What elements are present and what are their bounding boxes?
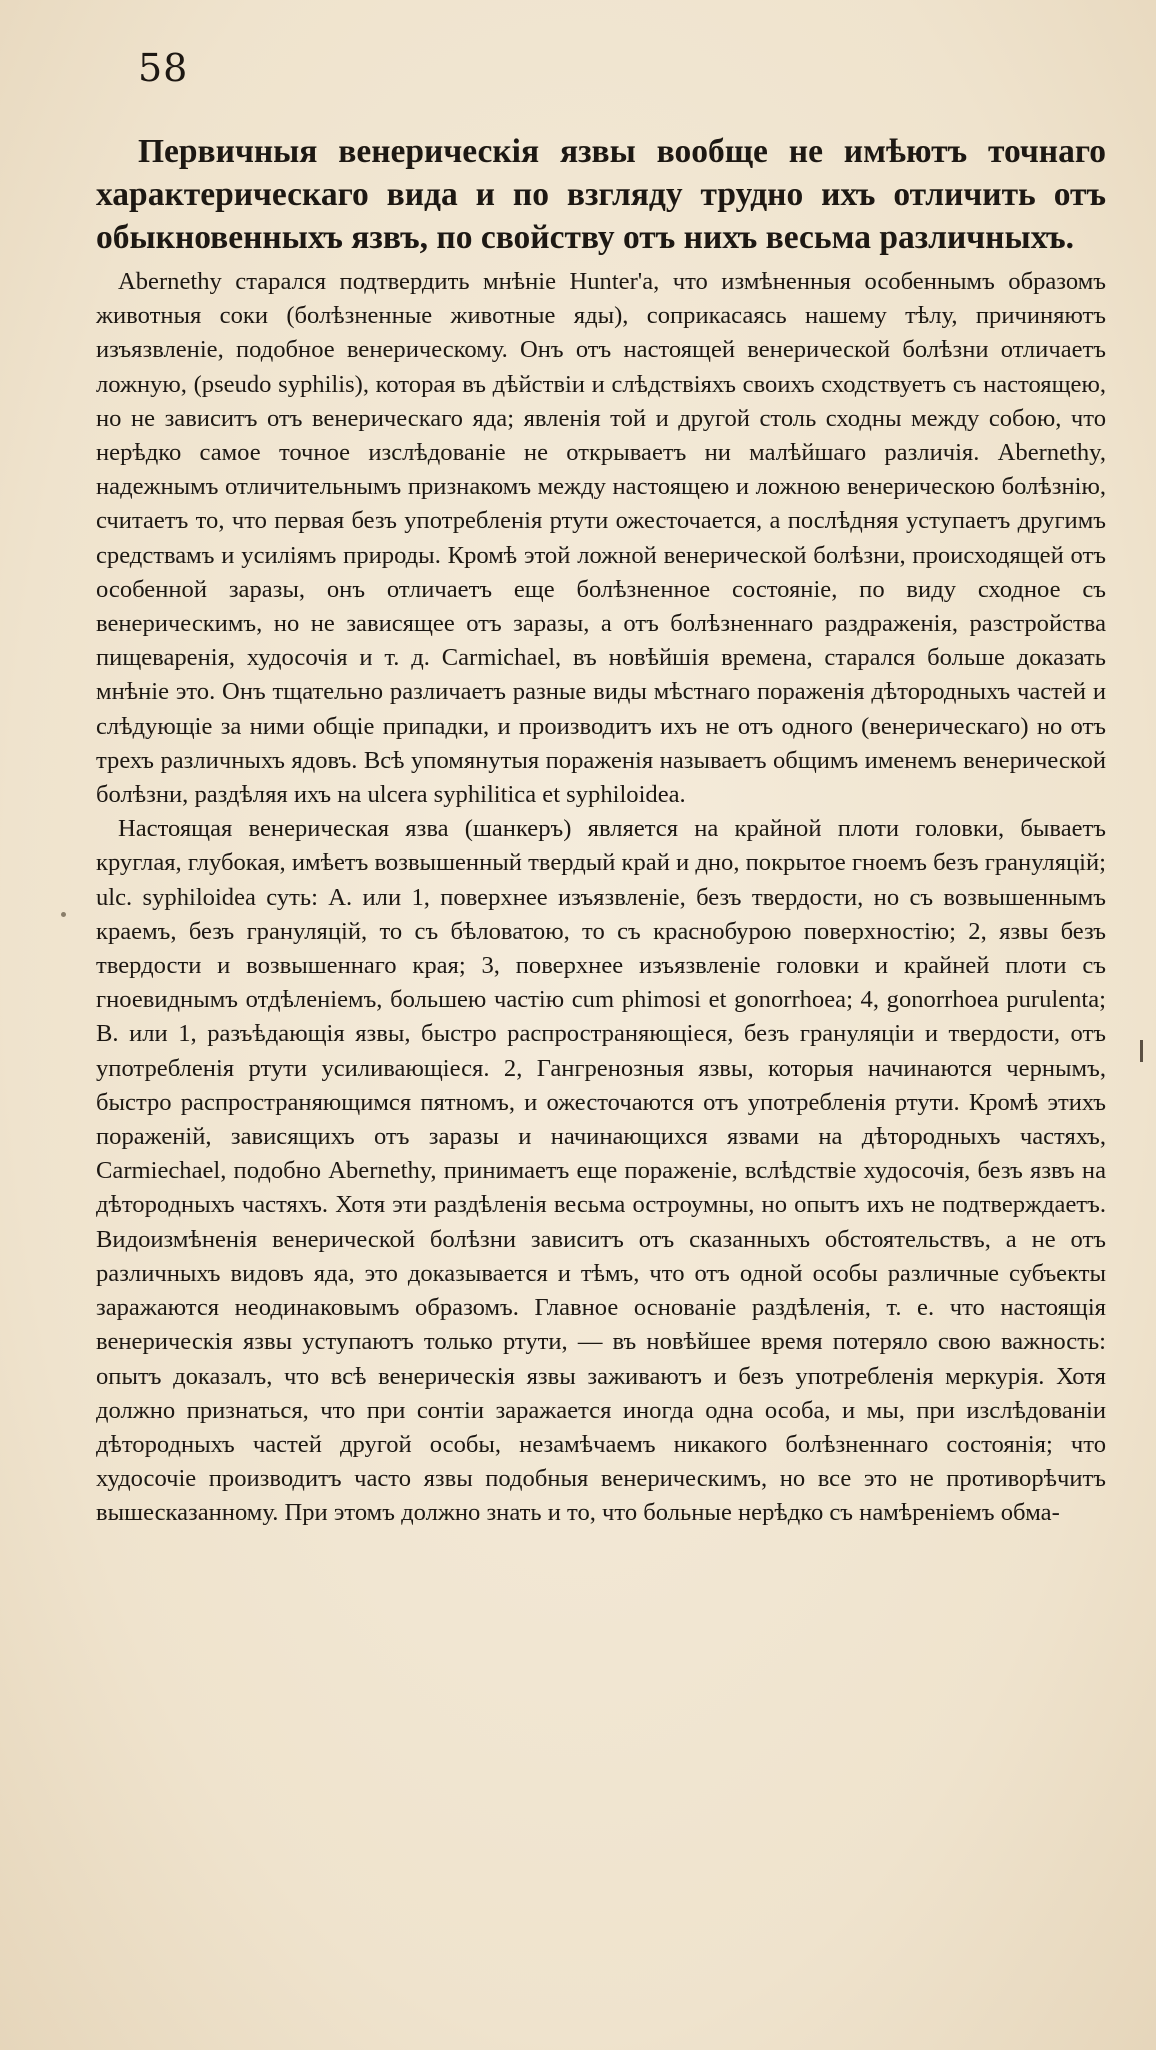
- margin-mark: [1140, 1040, 1143, 1062]
- page-number: 58: [138, 46, 189, 90]
- text-block: [96, 130, 1106, 1531]
- ink-speck: [61, 912, 66, 917]
- paragraph-1: Abernethy старался подтвердить мнѣніе Hunter'a, что измѣненныя особеннымъ образомъ животныя соки (болѣзненные животные яды), соприкасаясь нашему тѣлу, причиняютъ изъязвленіе, подобное венерическому. Онъ отъ настоящей венерической болѣзни отличаетъ ложную, (pseudo syphilis), которая въ дѣйствіи и слѣдствіяхъ своихъ сходствуетъ съ настоящею, но не зависитъ отъ венерическаго яда; явленія той и другой столь сходны между собою, что нерѣдко самое точное изслѣдованіе не открываетъ ни малѣйшаго различія. Abernethy, надежнымъ отличительнымъ признакомъ между настоящею и ложною венерическою болѣзнію, считаетъ то, что первая безъ употребленія ртути ожесточается, а послѣдняя уступаетъ другимъ средствамъ и усиліямъ природы. Кромѣ этой ложной венерической болѣзни, происходящей отъ особенной заразы, онъ отличаетъ еще болѣзненное состояніе, по виду сходное съ венерическимъ, но не зависящее отъ заразы, а отъ болѣзненнаго раздраженія, разстройства пищеваренія, худосочія и т. д. Carmichael, въ новѣйшія времена, старался больше доказать мнѣніе это. Онъ тщательно различаетъ разные виды мѣстнаго пораженія дѣтородныхъ частей и слѣдующіе за ними общіе припадки, и производитъ ихъ не отъ одного (венерическаго) но отъ трехъ различныхъ ядовъ. Всѣ упомянутыя пораженія называетъ общимъ именемъ венерической болѣзни, раздѣляя ихъ на ulcera syphilitica et syphiloidea.: [96, 268, 1106, 809]
- paragraph-2: Настоящая венерическая язва (шанкеръ) является на крайной плоти головки, бываетъ круглая, глубокая, имѣетъ возвышенный твердый край и дно, покрытое гноемъ безъ грануляцій; ulc. syphiloidea суть: A. или 1, поверхнее изъязвленіе, безъ твердости, но съ возвышеннымъ краемъ, безъ грануляцій, то съ бѣловатою, то съ краснобурою поверхностію; 2, язвы безъ твердости и возвышеннаго края; 3, поверхнее изъязвленіе головки и крайней плоти съ гноевиднымъ отдѣленіемъ, большею частію cum phimosi et gonorrhoea; 4, gonorrhoea purulenta; B. или 1, разъѣдающія язвы, быстро распространяющіеся, безъ грануляціи и твердости, отъ употребленія ртути усиливающіеся. 2, Гангренозныя язвы, которыя начинаются чернымъ, быстро распространяющимся пятномъ, и ожесточаются отъ употребленія ртути. Кромѣ этихъ пораженій, зависящихъ отъ заразы и начинающихся язвами на дѣтородныхъ частяхъ, Carmiechael, подобно Abernethy, принимаетъ еще пораженіе, вслѣдствіе худосочія, безъ язвъ на дѣтородныхъ частяхъ. Хотя эти раздѣленія весьма остроумны, но опытъ ихъ не подтверждаетъ. Видоизмѣненія венерической болѣзни зависитъ отъ сказанныхъ обстоятельствъ, а не отъ различныхъ видовъ яда, это доказывается и тѣмъ, что отъ одной особы различные субъекты заражаются неодинаковымъ образомъ. Главное основаніе раздѣленія, т. е. что настоящія венерическія язвы уступаютъ только ртути, — въ новѣйшее время потеряло свою важность: опытъ доказалъ, что всѣ венерическія язвы заживаютъ и безъ употребленія меркурія. Хотя должно признаться, что при сонтіи заражается иногда одна особа, и мы, при изслѣдованіи дѣтородныхъ частей другой особы, незамѣчаемъ никакого болѣзненнаго состоянія; что худосочіе производитъ часто язвы подобныя венерическимъ, но все это не противорѣчитъ вышесказанному. При этомъ должно знать и то, что больные нерѣдко съ намѣреніемъ обма-: [96, 815, 1106, 1527]
- section-heading: Первичныя венерическія язвы вообще не имѣютъ точнаго характерическаго вида и по взгляду трудно ихъ отличить отъ обыкновенныхъ язвъ, по свойству отъ нихъ весьма различныхъ.: [96, 133, 1106, 256]
